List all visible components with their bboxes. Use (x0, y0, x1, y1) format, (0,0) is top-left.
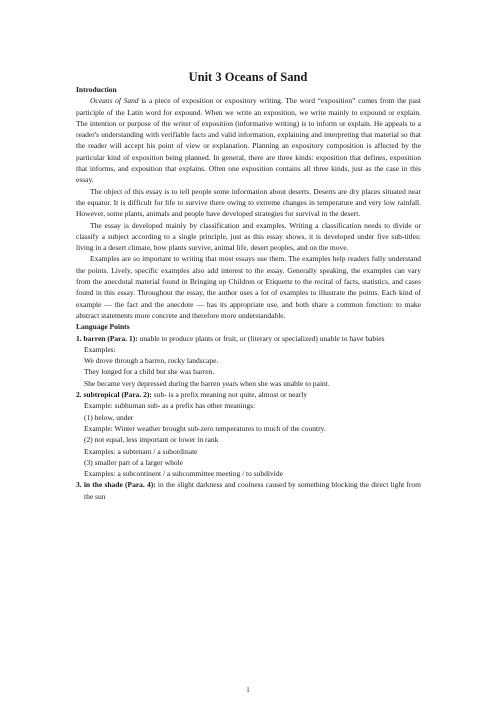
example-line: Example: subhuman sub- as a prefix has other meanings: (84, 401, 256, 411)
introduction-heading: Introduction (76, 85, 117, 94)
language-point-3-definition: in the slight darkness and coolness caused by something blocking the direct light from the sun (84, 480, 421, 501)
language-point-1 (76, 333, 421, 344)
example-line: Examples: a subcontinent / a subcommittee meeting / to subdivide (84, 469, 283, 479)
example-line: We drove through a barren, rocky landscape. (84, 356, 219, 366)
intro-paragraph-2: The object of this essay is to tell people some information about deserts. Deserts are dry places situated near the equator. It is difficult for life to survive there owing to extreme changes in temperature and very low rainfall. However, some plants, animals and people have developed strategies for survival in the desert. (76, 186, 421, 219)
language-point-3 (76, 479, 421, 502)
intro-paragraph-3: The essay is developed mainly by classification and examples. Writing a classification needs to divide or classify a subject according to a single principle, just as this essay shows, it is developed under five sub-titles: living in a desert climate, how plants survive, animal life, desert peoples, and on the move. (76, 220, 421, 253)
language-point-2-term: 2. subtropical (Para. 2): (76, 390, 152, 400)
example-line: She became very depressed during the barren years when she was unable to paint. (84, 378, 330, 388)
document-body (76, 84, 421, 502)
intro-paragraph-1 (76, 95, 421, 185)
page-title: Unit 3 Oceans of Sand (188, 70, 308, 84)
book-title: Oceans of Sand (90, 96, 139, 106)
example-line: Examples: a subtenant / a subordinate (84, 446, 198, 456)
example-line: They longed for a child but she was barren. (84, 367, 215, 377)
language-point-2-definition: sub- is a prefix meaning not quite, almost or nearly (151, 390, 308, 400)
intro-paragraph-1-text: is a piece of exposition or expository writing. The word “exposition” comes from the past participle of the Latin word for expound. When we write an exposition, we write mainly to expound or explain. The intention or purpose of the writer of exposition (informative writing) is to inform or explain. He appeals to a reader's understanding with verifiable facts and valid information, explaining and interpreting that material so that the reader will accept his point of view or explanation. Planning an expository composition is affected by the particular kind of exposition being planned. In general, there are three kinds: exposition that defines, exposition that informs, and exposition that explains. Often one exposition contains all three kinds, just as the case in this essay. (76, 96, 421, 185)
examples-label: Examples: (84, 344, 116, 354)
example-line: (3) smaller part of a larger whole (84, 457, 183, 467)
page-number: 1 (246, 686, 250, 694)
language-points-heading: Language Points (76, 322, 130, 332)
language-point-3-term: 3. in the shade (Para. 4): (76, 480, 156, 490)
example-line: (1) below, under (84, 412, 134, 422)
example-line: (2) not equal, less important or lower in rank (84, 435, 219, 445)
language-point-2 (76, 389, 421, 400)
example-line: Example: Winter weather brought sub-zero temperatures to much of the country. (84, 423, 326, 433)
language-point-1-term: 1. barren (Para. 1): (76, 333, 138, 343)
language-point-1-definition: unable to produce plants or fruit, or (literary or specialized) unable to have babies (137, 333, 385, 343)
intro-paragraph-4: Examples are so important to writing that most essays use them. The examples help readers fully understand the points. Lively, specific examples also add interest to the essay. Generally speaking, the examples can vary from the anecdotal material found in Bringing up Children or Etiquette to the recital of facts, statistics, and cases found in this essay. Throughout the essay, the author uses a lot of examples to illustrate the points. Each kind of example — the fact and the anecdote — has its appropriate use, and both share a common function: to make abstract statements more concrete and therefore more understandable. (76, 254, 421, 320)
